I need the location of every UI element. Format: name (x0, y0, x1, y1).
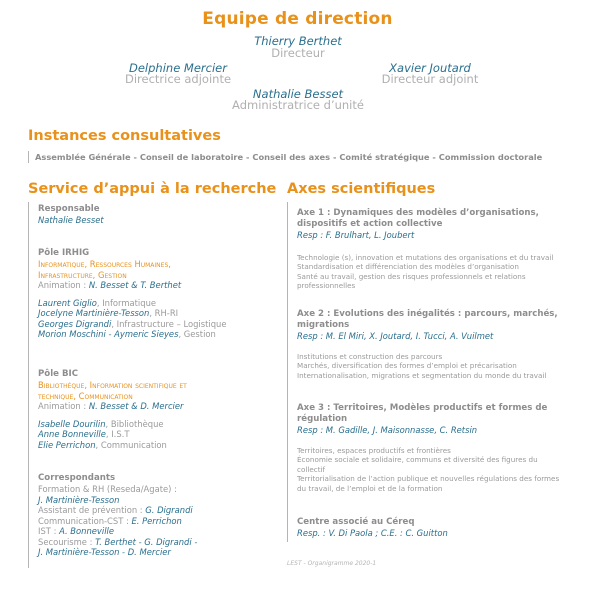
irhig-member (38, 319, 227, 330)
axe2-topic: Marchés, diversification des formes d’emploi et précarisation (297, 361, 517, 371)
axe2-topic: Institutions et construction des parcours (297, 351, 443, 361)
axe1-topic: Santé au travail, gestion des risques professionnels et relations (297, 271, 526, 281)
member-name: Anne Bonneville (38, 429, 106, 439)
cst (38, 516, 197, 527)
irhig-anim-names: N. Besset & T. Berthet (88, 280, 182, 290)
deputy1-name: Delphine Mercier (129, 61, 227, 75)
axe3-topic: Économie sociale et solidaire, communs et diversité des figures du (297, 455, 538, 465)
axe2-topic: Internationalisation, migrations et segmentation du monde du travail (297, 370, 547, 380)
secour-label: Secourisme : (38, 536, 96, 547)
irhig-label: Pôle IRHIG (38, 248, 90, 258)
axe3-title-1: Axe 3 : Territoires, Modèles productifs et formes de (297, 403, 548, 413)
bic-domain-2: technique, Communication (38, 390, 133, 401)
cereq (297, 517, 448, 539)
admin-role: Administratrice d’unité (232, 98, 364, 112)
director-role: Directeur (271, 46, 325, 60)
responsable-name: Nathalie Besset (38, 215, 104, 225)
axe2-title-1: Axe 2 : Evolutions des inégalités : parcours, marchés, (297, 309, 558, 319)
axe2-resp: Resp : M. El Miri, X. Joutard, I. Tucci, A. Vuilmet (297, 331, 494, 341)
member-role: , Informatique (96, 297, 157, 308)
irhig-anim-label: Animation : (38, 280, 89, 290)
page-title: Equipe de direction (202, 9, 393, 29)
footer-note: LEST - Organigramme 2020-1 (287, 560, 377, 567)
axe3-title-2: régulation (297, 414, 348, 424)
axe1-title-2: dispositifs et action collective (297, 219, 443, 229)
axe-2 (297, 309, 558, 380)
axe1-title-1: Axe 1 : Dynamiques des modèles d’organisations, (297, 208, 539, 218)
service-title: Service d’appui à la recherche (28, 181, 277, 197)
ist-label: IST : (38, 526, 60, 536)
cereq-resp: Resp. : V. Di Paola ; C.E. : C. Guitton (297, 528, 448, 538)
service-responsable (38, 204, 104, 226)
secour-names-2: J. Martinière-Tesson - D. Mercier (38, 547, 171, 557)
formation-label: Formation & RH (Reseda/Agate) : (38, 484, 177, 494)
axe3-topic: Territorialisation de l’action publique et nouvelles régulations des formes (297, 474, 560, 484)
bic-animation (38, 401, 187, 412)
member-name: Jocelyne Martinière-Tesson (38, 308, 150, 318)
pole-bic (38, 369, 187, 450)
irhig-member (38, 308, 227, 319)
service-bar (28, 202, 29, 568)
irhig-domain-2: Infrastructure, Gestion (38, 269, 127, 280)
bic-member (38, 429, 187, 440)
axe2-title-2: migrations (297, 320, 350, 330)
bic-anim-names: N. Besset & D. Mercier (88, 401, 184, 411)
secour-names-1: T. Berthet - G. Digrandi - (95, 536, 198, 547)
bic-anim-label: Animation : (38, 401, 89, 411)
axe3-topic: collectif (297, 464, 326, 474)
axe1-topic: Technologie (s), innovation et mutations des organisations et du travail (297, 252, 554, 262)
member-role: , RH-RI (149, 308, 179, 318)
bic-member (38, 440, 187, 451)
deputy2-role: Directeur adjoint (381, 72, 479, 86)
director-name: Thierry Berthet (254, 34, 342, 48)
prevention (38, 505, 197, 516)
member-name: Elie Perrichon (38, 439, 96, 450)
axes-title: Axes scientifiques (287, 181, 436, 197)
member-name: Morion Moschini - Aymeric Sieyes (38, 329, 179, 339)
admin-name: Nathalie Besset (252, 87, 344, 101)
member-role: , I.S.T (105, 429, 130, 439)
irhig-domain-1: Informatique, Ressources Humaines, (38, 259, 171, 269)
ist (38, 526, 197, 537)
axe1-topic: Standardisation et différenciation des modèles d’organisation (297, 262, 519, 272)
pole-irhig (38, 248, 227, 340)
instances-bar (28, 151, 29, 163)
irhig-animation (38, 280, 227, 291)
axe-3 (297, 403, 559, 493)
cereq-title: Centre associé au Céreq (297, 517, 415, 527)
formation-names: J. Martinière-Tesson (38, 494, 120, 505)
member-role: , Gestion (178, 329, 216, 339)
correspondants (38, 473, 197, 558)
deputy1-role: Directrice adjointe (124, 72, 232, 86)
cst-names: E. Perrichon (131, 515, 182, 526)
member-role: , Infrastructure – Logistique (111, 318, 227, 329)
instances-list: Assemblée Générale - Conseil de laboratoire - Conseil des axes - Comité stratégique - Commission doctorale (35, 152, 543, 162)
axe-1 (297, 208, 553, 291)
correspondants-label: Correspondants (38, 473, 116, 483)
bic-domain-1: Bibliothèque, Information scientifique et (38, 380, 187, 390)
cst-label: Communication-CST : (38, 515, 132, 526)
member-name: Isabelle Dourilin (38, 418, 106, 429)
axe3-topic: du travail, de l’emploi et de la formation (297, 483, 443, 493)
bic-label: Pôle BIC (38, 369, 79, 379)
ist-names: A. Bonneville (59, 526, 114, 536)
deputy2-name: Xavier Joutard (389, 61, 471, 75)
axe1-resp: Resp : F. Brulhart, L. Joubert (297, 230, 415, 240)
prevention-names: G. Digrandi (145, 505, 193, 515)
member-role: , Bibliothèque (105, 418, 164, 429)
axe3-resp: Resp : M. Gadille, J. Maisonnasse, C. Retsin (297, 425, 478, 435)
axe3-topic: Territoires, espaces productifs et frontières (297, 445, 451, 455)
irhig-member (38, 298, 227, 309)
responsable-label: Responsable (38, 204, 100, 214)
member-name: Georges Digrandi (38, 318, 112, 329)
irhig-member (38, 329, 227, 340)
secourisme (38, 537, 197, 548)
prevention-label: Assistant de prévention : (38, 505, 146, 515)
instances-title: Instances consultatives (28, 128, 221, 144)
bic-member (38, 419, 187, 430)
axe1-topic: professionnelles (297, 281, 356, 291)
member-name: Laurent Giglio (38, 297, 97, 308)
axes-bar (287, 202, 288, 542)
member-role: , Communication (95, 439, 167, 450)
